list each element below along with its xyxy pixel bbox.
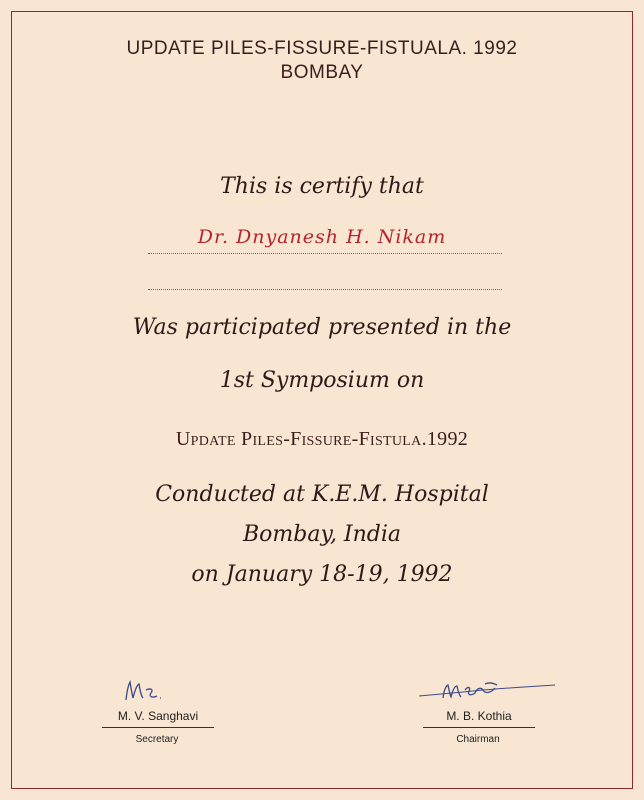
name-underline	[148, 253, 502, 254]
certify-line: This is certify that	[220, 174, 424, 199]
conducted-line: Conducted at K.E.M. Hospital	[155, 482, 489, 507]
chairman-role: Chairman	[456, 734, 500, 745]
location-line: Bombay, India	[242, 522, 402, 547]
chairman-signature	[413, 676, 563, 704]
recipient-name: Dr. Dnyanesh H. Nikam	[197, 226, 447, 248]
event-title: Update Piles-Fissure-Fistula.1992	[175, 428, 469, 450]
certificate-border	[11, 11, 633, 789]
date-line: on January 18-19, 1992	[191, 562, 453, 587]
secretary-signature	[102, 676, 212, 704]
header-title: UPDATE PILES-FISSURE-FISTUALA. 1992	[126, 38, 518, 59]
secretary-signature-block	[102, 676, 212, 745]
secretary-name: M. V. Sanghavi	[102, 709, 214, 728]
chairman-signature-block	[423, 676, 533, 745]
chairman-name: M. B. Kothia	[423, 709, 535, 728]
secretary-role: Secretary	[135, 734, 179, 745]
blank-line	[148, 289, 502, 290]
header-city: BOMBAY	[280, 62, 364, 83]
symposium-line: 1st Symposium on	[219, 368, 425, 393]
participated-line: Was participated presented in the	[132, 315, 512, 340]
